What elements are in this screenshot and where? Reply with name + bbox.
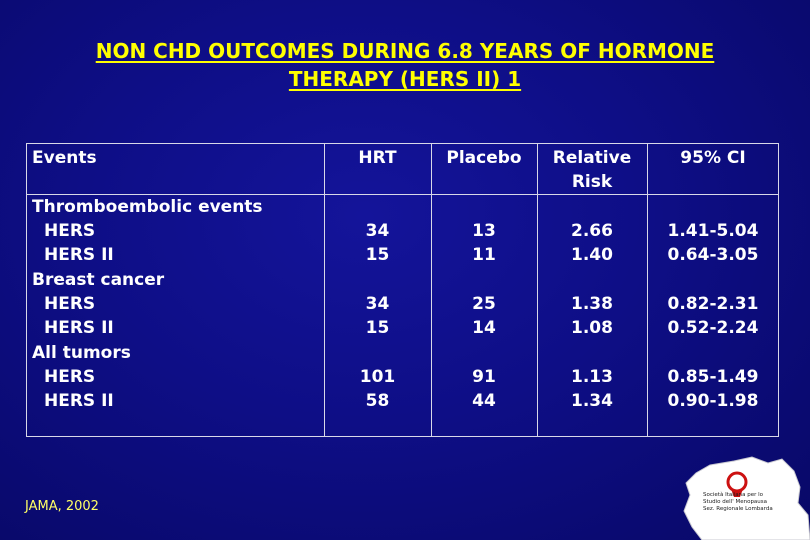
logo-caption-line-3: Sez. Regionale Lombarda (703, 506, 773, 512)
cell-relative-risk: 1.40 (571, 245, 613, 265)
cell-placebo: 25 (472, 294, 496, 314)
cell-relative-risk: 1.34 (571, 391, 613, 411)
citation: JAMA, 2002 (25, 499, 99, 514)
row-label-hers-ii: HERS II (44, 245, 114, 265)
cell-placebo: 11 (472, 245, 496, 265)
cell-95-ci: 0.82-2.31 (667, 294, 759, 314)
cell-relative-risk: 1.13 (571, 367, 613, 387)
cell-hrt: 15 (365, 245, 390, 265)
header-relative-risk-line-2: Risk (571, 172, 613, 192)
cell-relative-risk: 1.08 (571, 318, 613, 338)
row-label-hers-ii: HERS II (44, 391, 114, 411)
header-relative-risk (537, 146, 647, 194)
cell-relative-risk: 1.38 (571, 294, 613, 314)
slide-title-line-1: NON CHD OUTCOMES DURING 6.8 YEARS OF HORMONE (95, 39, 715, 63)
header-events: Events (32, 148, 97, 168)
group-label-thromboembolic: Thromboembolic events (32, 197, 263, 217)
logo-caption-line-1: Società Italiana per lo (703, 492, 764, 498)
logo-caption (703, 492, 793, 513)
cell-hrt: 15 (365, 318, 390, 338)
cell-placebo: 91 (472, 367, 496, 387)
header-95-ci: 95% CI (680, 148, 746, 168)
row-label-hers-ii: HERS II (44, 318, 114, 338)
cell-hrt: 34 (365, 221, 390, 241)
row-label-hers: HERS (44, 367, 96, 387)
cell-hrt: 101 (359, 367, 396, 387)
header-relative-risk-line-1: Relative (552, 148, 632, 168)
cell-95-ci: 0.90-1.98 (667, 391, 759, 411)
group-label-breast-cancer: Breast cancer (32, 270, 165, 290)
cell-95-ci: 0.85-1.49 (667, 367, 759, 387)
cell-relative-risk: 2.66 (571, 221, 613, 241)
cell-95-ci: 0.52-2.24 (667, 318, 759, 338)
cell-hrt: 34 (365, 294, 390, 314)
cell-placebo: 13 (472, 221, 496, 241)
cell-placebo: 14 (472, 318, 496, 338)
cell-hrt: 58 (365, 391, 390, 411)
header-hrt: HRT (358, 148, 397, 168)
cell-95-ci: 0.64-3.05 (667, 245, 759, 265)
cell-95-ci: 1.41-5.04 (667, 221, 759, 241)
header-placebo: Placebo (446, 148, 522, 168)
logo-caption-line-2: Studio dell' Menopausa (703, 499, 768, 505)
row-label-hers: HERS (44, 294, 96, 314)
slide-title (0, 37, 810, 93)
cell-placebo: 44 (472, 391, 496, 411)
outcomes-table (26, 143, 779, 437)
row-label-hers: HERS (44, 221, 96, 241)
slide-title-line-2: THERAPY (HERS II) 1 (288, 67, 522, 91)
group-label-all-tumors: All tumors (32, 343, 131, 363)
